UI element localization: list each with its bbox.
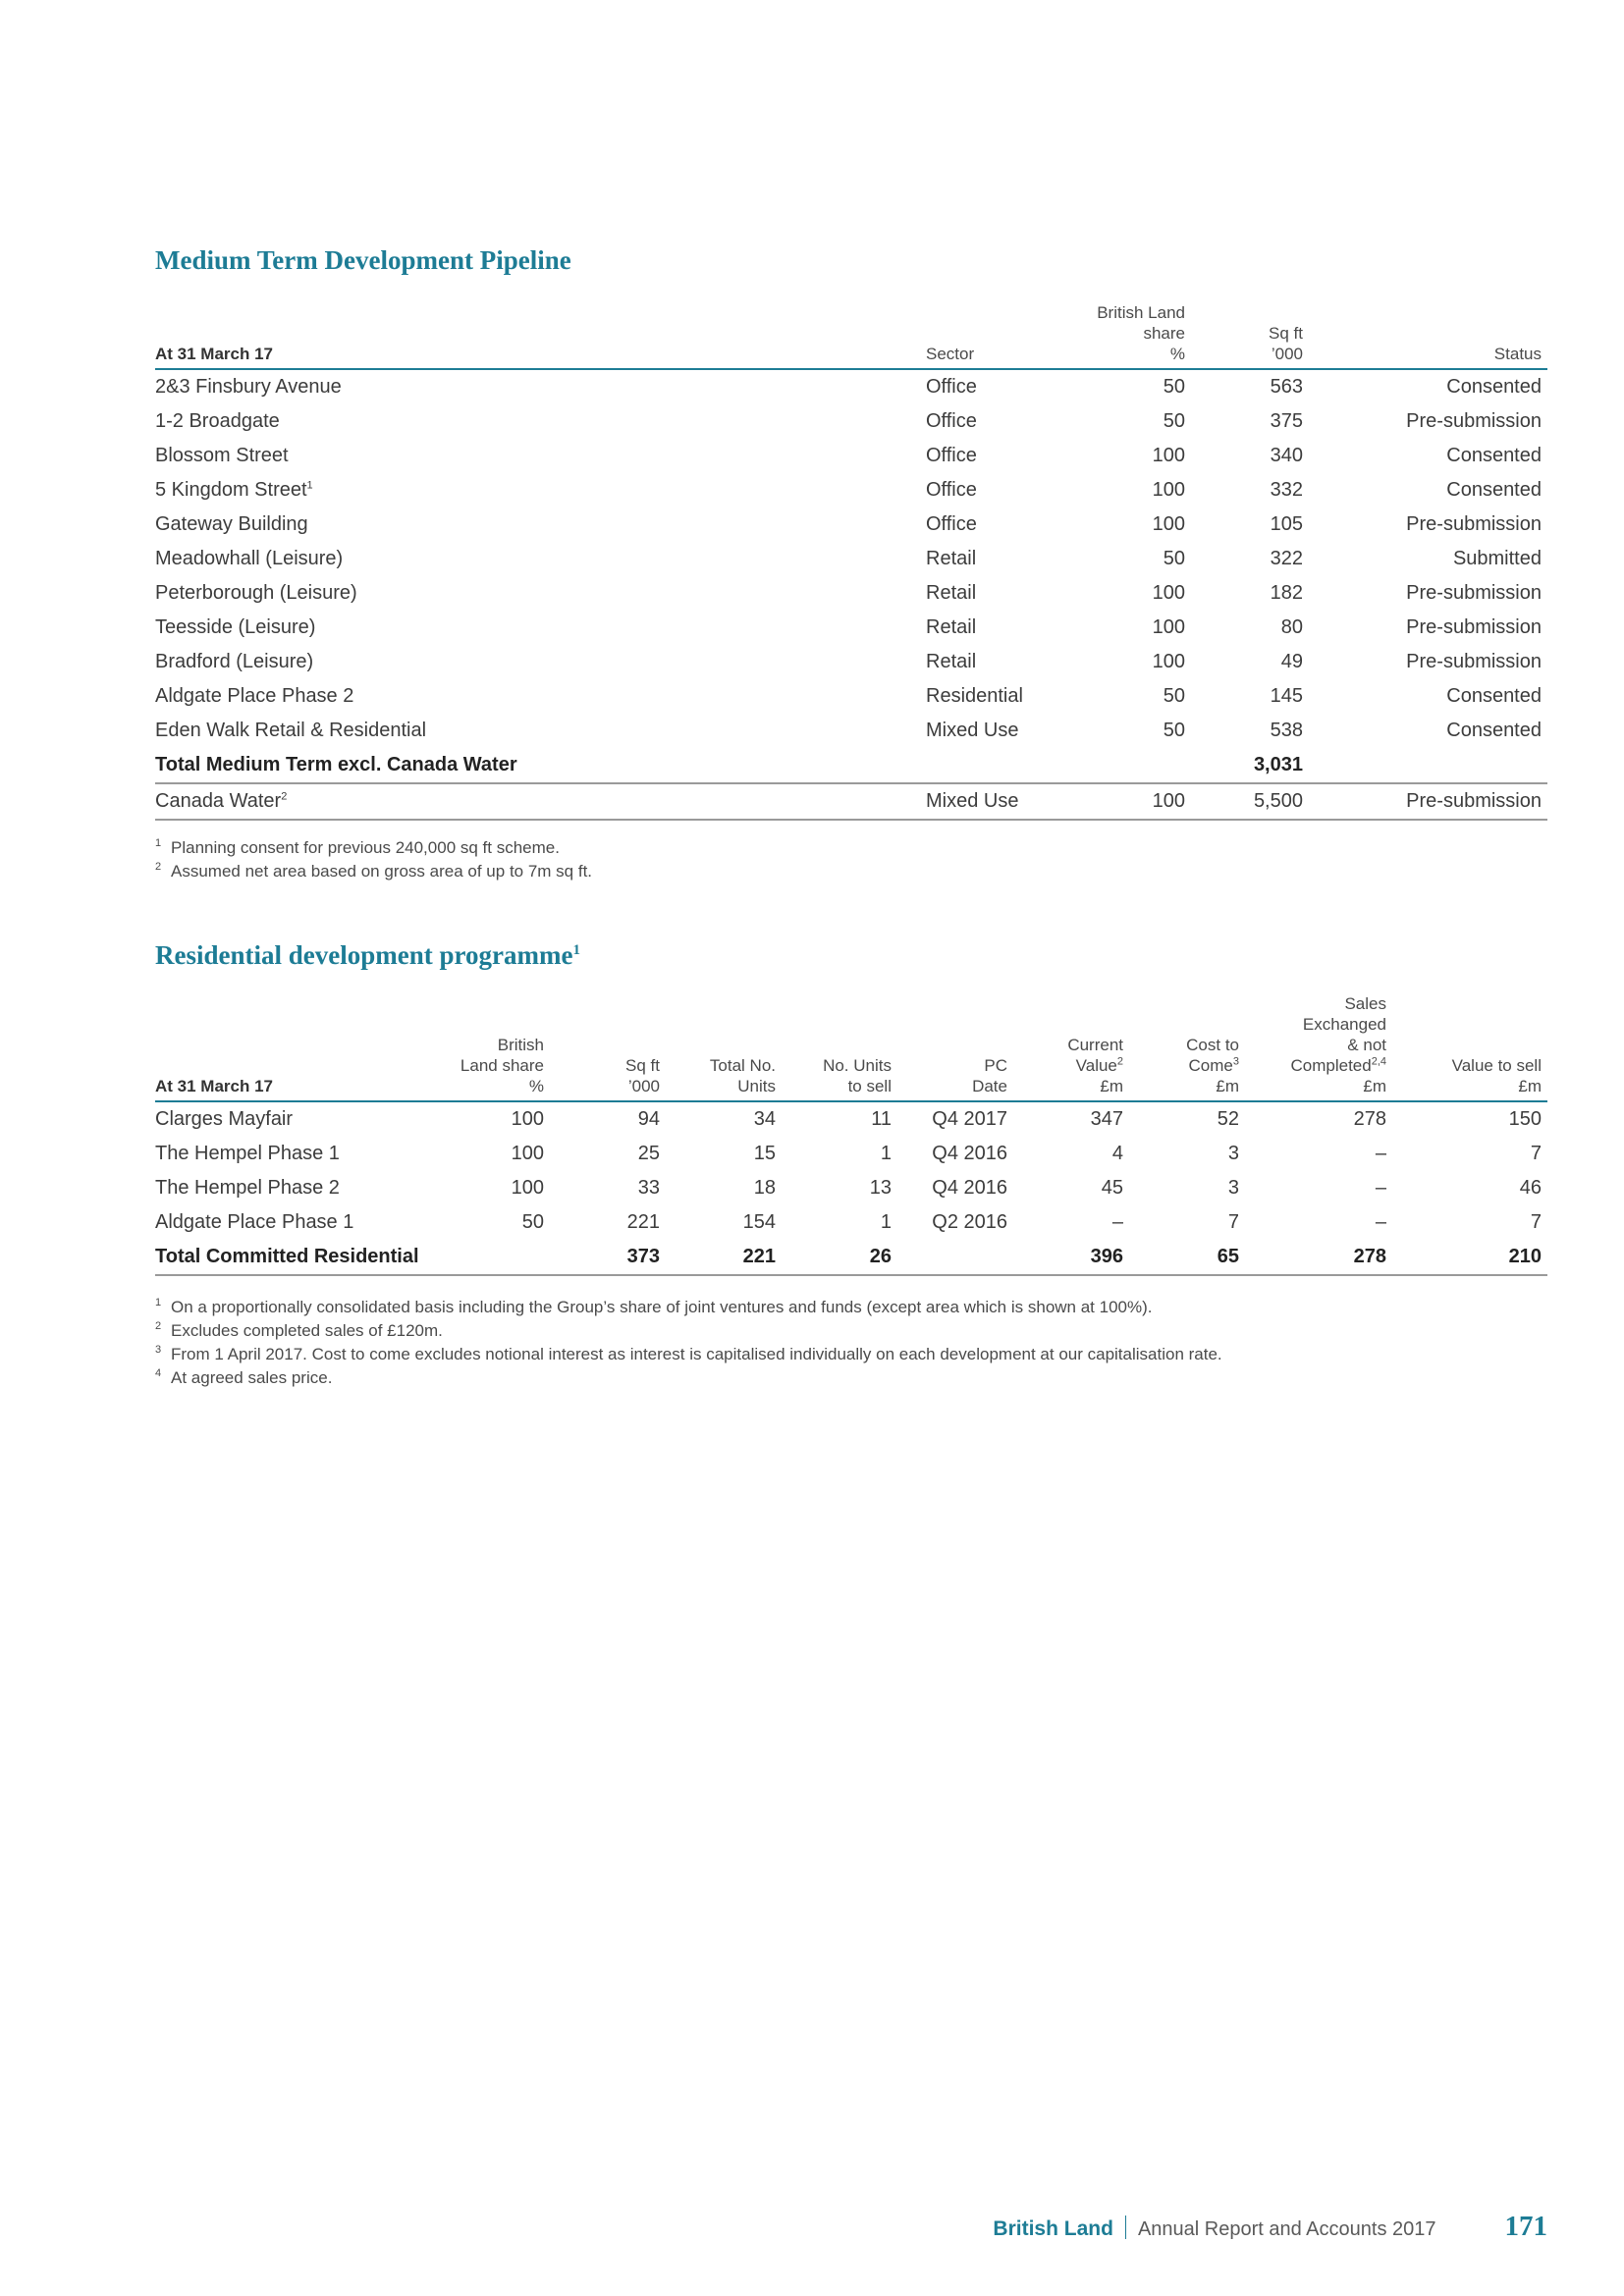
total-units: 221 — [666, 1240, 782, 1275]
units-cell: 154 — [742, 1211, 776, 1233]
table-row — [155, 439, 1547, 473]
project-name: Peterborough (Leisure) — [155, 582, 357, 604]
residential-header-sales-exchanged: Sales Exchanged & not Completed$^{2,4}$ £m — [1245, 993, 1392, 1101]
project-name: Eden Walk Retail & Residential — [155, 720, 427, 741]
footnote — [155, 1296, 1222, 1319]
residential-header-current-value: Current Value$^2$ £m — [1013, 993, 1129, 1101]
residential-header-cost-to-come: Cost to Come$^3$ £m — [1129, 993, 1245, 1101]
footnote — [155, 1319, 1222, 1343]
units-cell: 34 — [753, 1108, 776, 1130]
value-to-sell-cell: 150 — [1508, 1108, 1542, 1130]
share-cell: 100 — [1152, 513, 1185, 535]
pipeline-header-status: Status — [1309, 302, 1547, 369]
sqft-cell: 221 — [626, 1211, 660, 1233]
table-row — [155, 679, 1547, 714]
sector-cell: Retail — [926, 582, 977, 604]
total-value-to-sell: 210 — [1392, 1240, 1547, 1275]
sqft-cell: 332 — [1270, 479, 1303, 501]
sector-cell: Residential — [926, 685, 1023, 707]
to-sell-cell: 1 — [880, 1143, 892, 1164]
total-sqft: 373 — [550, 1240, 666, 1275]
current-value-cell: – — [1111, 1211, 1123, 1233]
share-cell: 100 — [511, 1177, 544, 1199]
to-sell-cell: 1 — [880, 1211, 892, 1233]
total-sales-exchanged: 278 — [1245, 1240, 1392, 1275]
residential-header-pc-date: PC Date — [897, 993, 1013, 1101]
sqft-cell: 5,500 — [1191, 783, 1309, 820]
share-cell: 100 — [1152, 651, 1185, 672]
pipeline-header-row — [155, 302, 1547, 369]
sector-cell: Mixed Use — [926, 783, 1049, 820]
sqft-cell: 375 — [1270, 410, 1303, 432]
sqft-cell: 33 — [637, 1177, 660, 1199]
footnote-text: From 1 April 2017. Cost to come excludes notional interest as interest is capitalised individually on each development at our capitalisation rate. — [171, 1345, 1222, 1363]
sales-exchanged-cell: – — [1375, 1211, 1386, 1233]
sqft-cell: 94 — [637, 1108, 660, 1130]
empty-cell — [1309, 748, 1547, 783]
footnote-number: 1 — [155, 837, 162, 849]
pipeline-header-sector: Sector — [926, 302, 1049, 369]
pipeline-title: Medium Term Development Pipeline — [155, 245, 571, 275]
total-label: Total Medium Term excl. Canada Water — [155, 748, 926, 783]
table-row — [155, 1101, 1547, 1137]
status-cell: Submitted — [1452, 548, 1542, 569]
residential-header-to-sell: No. Units to sell — [782, 993, 897, 1101]
sqft-cell: 538 — [1270, 720, 1303, 741]
share-cell: 100 — [1152, 445, 1185, 466]
footnote-number: 4 — [155, 1367, 162, 1379]
footnote — [155, 1366, 1222, 1390]
cost-to-come-cell: 52 — [1217, 1108, 1239, 1130]
status-cell: Pre-submission — [1309, 783, 1547, 820]
status-cell: Pre-submission — [1406, 410, 1542, 432]
footnote-number: 2 — [155, 861, 162, 873]
total-to-sell: 26 — [782, 1240, 897, 1275]
table-row — [155, 507, 1547, 542]
cost-to-come-cell: 7 — [1227, 1211, 1239, 1233]
scheme-name: The Hempel Phase 1 — [155, 1143, 340, 1164]
sqft-cell: 340 — [1270, 445, 1303, 466]
table-row — [155, 473, 1547, 507]
current-value-cell: 4 — [1111, 1143, 1123, 1164]
footnote-number: 2 — [155, 1320, 162, 1332]
table-row — [155, 1205, 1547, 1240]
sqft-cell: 105 — [1270, 513, 1303, 535]
current-value-cell: 347 — [1090, 1108, 1123, 1130]
sqft-cell: 25 — [637, 1143, 660, 1164]
table-row — [155, 369, 1547, 404]
pipeline-header-sqft: Sq ft ’000 — [1191, 302, 1309, 369]
empty-cell — [926, 748, 1049, 783]
project-name: 2&3 Finsbury Avenue — [155, 376, 342, 398]
footnote-text: On a proportionally consolidated basis including the Group’s share of joint ventures and funds (except area which is shown at 100%). — [171, 1298, 1153, 1316]
residential-header-value-to-sell: Value to sell £m — [1392, 993, 1547, 1101]
residential-header-name: At 31 March 17 — [155, 993, 391, 1101]
share-cell: 100 — [1049, 783, 1191, 820]
share-cell: 100 — [511, 1108, 544, 1130]
cost-to-come-cell: 3 — [1227, 1177, 1239, 1199]
table-row — [155, 1137, 1547, 1171]
pipeline-table — [155, 302, 1547, 821]
table-row — [155, 714, 1547, 748]
sales-exchanged-cell: – — [1375, 1143, 1386, 1164]
footnote-number: 3 — [155, 1344, 162, 1356]
sqft-cell: 182 — [1270, 582, 1303, 604]
pc-date-cell: Q4 2016 — [932, 1177, 1007, 1199]
sector-cell: Retail — [926, 548, 977, 569]
share-cell: 50 — [1163, 376, 1185, 398]
status-cell: Consented — [1446, 479, 1542, 501]
sector-cell: Office — [926, 376, 977, 398]
pipeline-footnotes — [155, 836, 592, 883]
footnote-text: Assumed net area based on gross area of up to 7m sq ft. — [171, 862, 593, 881]
value-to-sell-cell: 7 — [1530, 1211, 1542, 1233]
total-label: Total Committed Residential — [155, 1240, 391, 1275]
pc-date-cell: Q4 2017 — [932, 1108, 1007, 1130]
sector-cell: Retail — [926, 616, 977, 638]
share-cell: 50 — [1163, 410, 1185, 432]
project-name: 5 Kingdom Street$^1$ — [155, 479, 313, 501]
table-row — [155, 404, 1547, 439]
status-cell: Pre-submission — [1406, 651, 1542, 672]
units-cell: 15 — [753, 1143, 776, 1164]
scheme-name: The Hempel Phase 2 — [155, 1177, 340, 1199]
status-cell: Pre-submission — [1406, 616, 1542, 638]
project-name: Aldgate Place Phase 2 — [155, 685, 354, 707]
total-row — [155, 748, 1547, 783]
sales-exchanged-cell: 278 — [1353, 1108, 1386, 1130]
residential-header-row — [155, 993, 1547, 1101]
total-sqft: 3,031 — [1191, 748, 1309, 783]
project-name: 1-2 Broadgate — [155, 410, 280, 432]
residential-header-sqft: Sq ft ’000 — [550, 993, 666, 1101]
footer-divider — [1125, 2216, 1126, 2239]
to-sell-cell: 11 — [871, 1108, 892, 1130]
status-cell: Consented — [1446, 445, 1542, 466]
project-name: Canada Water$^2$ — [155, 783, 926, 820]
sales-exchanged-cell: – — [1375, 1177, 1386, 1199]
share-cell: 50 — [521, 1211, 544, 1233]
table-row — [155, 611, 1547, 645]
footnote-text: Planning consent for previous 240,000 sq ft scheme. — [171, 838, 560, 857]
footnote — [155, 1343, 1222, 1366]
share-cell: 50 — [1163, 720, 1185, 741]
table-row — [155, 645, 1547, 679]
project-name: Meadowhall (Leisure) — [155, 548, 344, 569]
residential-header-share: British Land share % — [391, 993, 550, 1101]
canada-water-row — [155, 783, 1547, 820]
share-cell: 100 — [1152, 582, 1185, 604]
project-name: Teesside (Leisure) — [155, 616, 316, 638]
current-value-cell: 45 — [1101, 1177, 1123, 1199]
status-cell: Consented — [1446, 720, 1542, 741]
scheme-name: Clarges Mayfair — [155, 1108, 294, 1130]
share-cell: 50 — [1163, 548, 1185, 569]
residential-title: Residential development programme$^1$ — [155, 940, 580, 970]
units-cell: 18 — [753, 1177, 776, 1199]
page-footer — [993, 2211, 1547, 2243]
table-row — [155, 1171, 1547, 1205]
value-to-sell-cell: 7 — [1530, 1143, 1542, 1164]
footer-report-title: Annual Report and Accounts 2017 — [1137, 2218, 1436, 2240]
sector-cell: Mixed Use — [926, 720, 1019, 741]
pc-date-cell: Q2 2016 — [932, 1211, 1007, 1233]
pipeline-header-share: British Land share % — [1049, 302, 1191, 369]
page-number: 171 — [1504, 2211, 1547, 2242]
footnote-text: Excludes completed sales of £120m. — [171, 1321, 443, 1340]
share-cell: 100 — [1152, 616, 1185, 638]
status-cell: Pre-submission — [1406, 582, 1542, 604]
to-sell-cell: 13 — [869, 1177, 892, 1199]
sector-cell: Office — [926, 445, 977, 466]
pc-date-cell: Q4 2016 — [932, 1143, 1007, 1164]
share-cell: 100 — [1152, 479, 1185, 501]
sector-cell: Office — [926, 410, 977, 432]
residential-table — [155, 993, 1547, 1276]
table-row — [155, 576, 1547, 611]
residential-header-units: Total No. Units — [666, 993, 782, 1101]
sqft-cell: 80 — [1280, 616, 1303, 638]
share-cell: 100 — [511, 1143, 544, 1164]
value-to-sell-cell: 46 — [1519, 1177, 1542, 1199]
table-row — [155, 542, 1547, 576]
sqft-cell: 563 — [1270, 376, 1303, 398]
empty-cell — [1049, 748, 1191, 783]
sector-cell: Retail — [926, 651, 977, 672]
pipeline-header-name: At 31 March 17 — [155, 302, 926, 369]
footnote — [155, 860, 592, 883]
total-row — [155, 1240, 1547, 1275]
sector-cell: Office — [926, 513, 977, 535]
project-name: Bradford (Leisure) — [155, 651, 314, 672]
status-cell: Pre-submission — [1406, 513, 1542, 535]
footnote-text: At agreed sales price. — [171, 1368, 333, 1387]
sqft-cell: 322 — [1270, 548, 1303, 569]
share-cell: 50 — [1163, 685, 1185, 707]
footnote — [155, 836, 592, 860]
residential-footnotes — [155, 1296, 1222, 1390]
total-current-value: 396 — [1013, 1240, 1129, 1275]
project-name: Gateway Building — [155, 513, 308, 535]
sqft-cell: 49 — [1280, 651, 1303, 672]
empty-cell — [897, 1240, 1013, 1275]
scheme-name: Aldgate Place Phase 1 — [155, 1211, 354, 1233]
footnote-number: 1 — [155, 1297, 162, 1308]
cost-to-come-cell: 3 — [1227, 1143, 1239, 1164]
project-name: Blossom Street — [155, 445, 289, 466]
sqft-cell: 145 — [1270, 685, 1303, 707]
status-cell: Consented — [1446, 376, 1542, 398]
status-cell: Consented — [1446, 685, 1542, 707]
footer-brand: British Land — [993, 2217, 1113, 2240]
sector-cell: Office — [926, 479, 977, 501]
total-cost-to-come: 65 — [1129, 1240, 1245, 1275]
